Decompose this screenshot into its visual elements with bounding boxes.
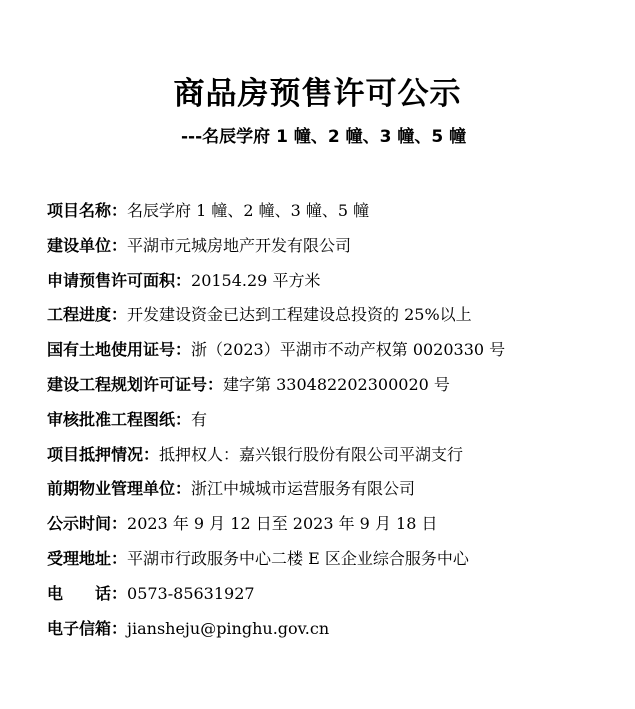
- field-value: 2023 年 9 月 12 日至 2023 年 9 月 18 日: [127, 514, 438, 534]
- field-value: 有: [191, 409, 208, 429]
- property-management-row: [47, 474, 617, 509]
- field-label: 项目名称：: [47, 201, 128, 220]
- field-value: 平湖市行政服务中心二楼 E 区企业综合服务中心: [127, 548, 469, 568]
- field-label: 公示时间：: [47, 514, 128, 534]
- field-value: 20154.29 平方米: [191, 270, 321, 290]
- page-title: 商品房预售许可公示: [173, 76, 462, 112]
- progress-row: [47, 300, 617, 335]
- field-value: 开发建设资金已达到工程建设总投资的 25%以上: [127, 305, 472, 325]
- field-label: 项目抵押情况：: [47, 444, 160, 464]
- field-label: 申请预售许可面积：: [47, 270, 192, 290]
- presale-area-row: [47, 266, 617, 301]
- field-value: 名辰学府 1 幢、2 幢、3 幢、5 幢: [127, 201, 370, 220]
- field-value: 平湖市元城房地产开发有限公司: [127, 235, 352, 255]
- land-certificate-row: [47, 335, 617, 370]
- field-label: 前期物业管理单位：: [47, 479, 192, 499]
- field-label: 电子信箱：: [47, 618, 128, 638]
- field-label: 审核批准工程图纸：: [47, 409, 192, 429]
- field-value: 0573-85631927: [127, 583, 255, 603]
- field-value: 浙（2023）平湖市不动产权第 0020330 号: [191, 340, 506, 360]
- field-label: 建设单位：: [47, 235, 128, 255]
- address-row: [47, 544, 617, 579]
- field-label: 建设工程规划许可证号：: [47, 374, 224, 394]
- field-label: 电 话：: [47, 583, 128, 603]
- page-subtitle: ---名辰学府 1 幢、2 幢、3 幢、5 幢: [181, 127, 467, 147]
- project-name-row: [47, 196, 617, 231]
- developer-row: [47, 231, 617, 266]
- email-row: [47, 614, 617, 649]
- field-value: 抵押权人：嘉兴银行股份有限公司平湖支行: [159, 444, 464, 464]
- drawings-approval-row: [47, 405, 617, 440]
- planning-permit-row: [47, 370, 617, 405]
- field-label: 受理地址：: [47, 548, 128, 568]
- field-value: 建字第 330482202300020 号: [223, 374, 450, 394]
- info-list: [47, 196, 617, 648]
- field-label: 工程进度：: [47, 305, 128, 325]
- field-value: 浙江中城城市运营服务有限公司: [191, 479, 416, 499]
- field-value: jiansheju@pinghu.gov.cn: [127, 618, 330, 638]
- phone-row: [47, 579, 617, 614]
- field-label: 国有土地使用证号：: [47, 340, 192, 360]
- mortgage-row: [47, 440, 617, 475]
- publicity-period-row: [47, 509, 617, 544]
